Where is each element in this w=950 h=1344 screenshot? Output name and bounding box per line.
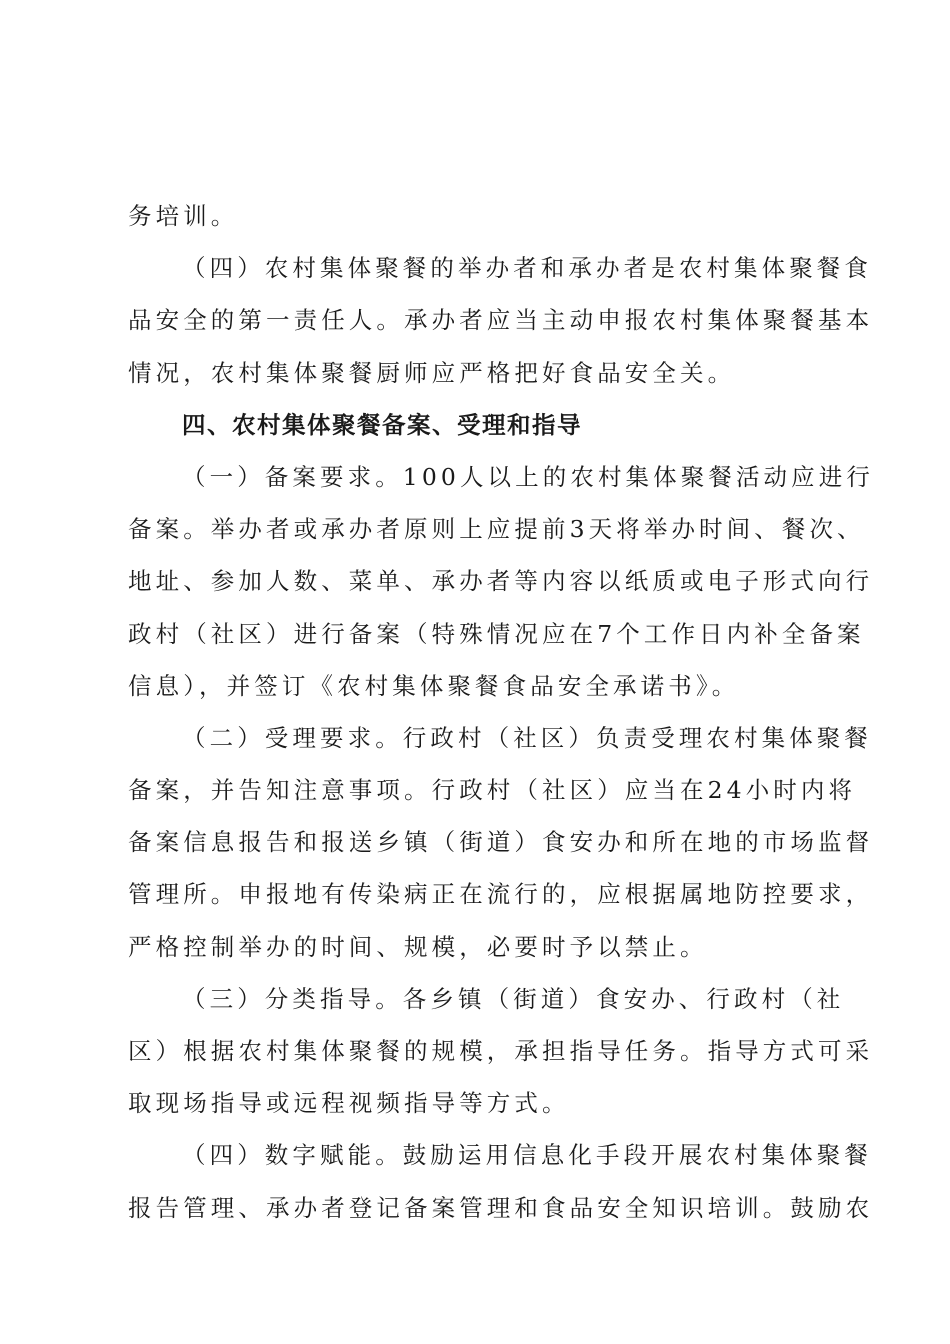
- text-line: 报告管理、承办者登记备案管理和食品安全知识培训。鼓励农: [128, 1193, 874, 1222]
- text-line: （四）农村集体聚餐的举办者和承办者是农村集体聚餐食: [182, 254, 872, 283]
- document-page: [128, 190, 874, 1234]
- text-line: 备案。举办者或承办者原则上应提前3天将举办时间、餐次、: [128, 515, 865, 544]
- text-line: 严格控制举办的时间、规模，必要时予以禁止。: [128, 932, 708, 961]
- text-line: 情况，农村集体聚餐厨师应严格把好食品安全关。: [128, 358, 736, 387]
- text-line: 地址、参加人数、菜单、承办者等内容以纸质或电子形式向行: [128, 567, 874, 596]
- paragraph-section4-item4: [128, 1129, 874, 1233]
- paragraph-continuation: [128, 190, 828, 242]
- text-line: 务培训。: [128, 202, 239, 230]
- text-line: （四）数字赋能。鼓励运用信息化手段开展农村集体聚餐: [182, 1141, 872, 1170]
- text-line: 管理所。申报地有传染病正在流行的，应根据属地防控要求，: [128, 880, 874, 909]
- text-line: 信息），并签订《农村集体聚餐食品安全承诺书》。: [128, 671, 740, 700]
- paragraph-section3-item4: [128, 242, 874, 399]
- heading-text: 四、农村集体聚餐备案、受理和指导: [182, 410, 582, 439]
- text-line: （三）分类指导。各乡镇（街道）食安办、行政村（社: [182, 984, 845, 1013]
- text-line: 备案，并告知注意事项。行政村（社区）应当在24小时内将: [128, 776, 857, 805]
- paragraph-section4-item3: [128, 973, 874, 1130]
- paragraph-section4-item1: [128, 451, 874, 712]
- text-line: （一）备案要求。100人以上的农村集体聚餐活动应进行: [182, 462, 874, 491]
- text-line: 备案信息报告和报送乡镇（街道）食安办和所在地的市场监督: [128, 828, 874, 857]
- text-line: 政村（社区）进行备案（特殊情况应在7个工作日内补全备案: [128, 619, 865, 648]
- text-line: （二）受理要求。行政村（社区）负责受理农村集体聚餐: [182, 723, 872, 752]
- paragraph-section4-item2: [128, 712, 874, 973]
- text-line: 品安全的第一责任人。承办者应当主动申报农村集体聚餐基本: [128, 306, 874, 335]
- section-heading: [128, 399, 828, 451]
- text-line: 区）根据农村集体聚餐的规模，承担指导任务。指导方式可采: [128, 1037, 874, 1065]
- text-line: 取现场指导或远程视频指导等方式。: [128, 1089, 570, 1118]
